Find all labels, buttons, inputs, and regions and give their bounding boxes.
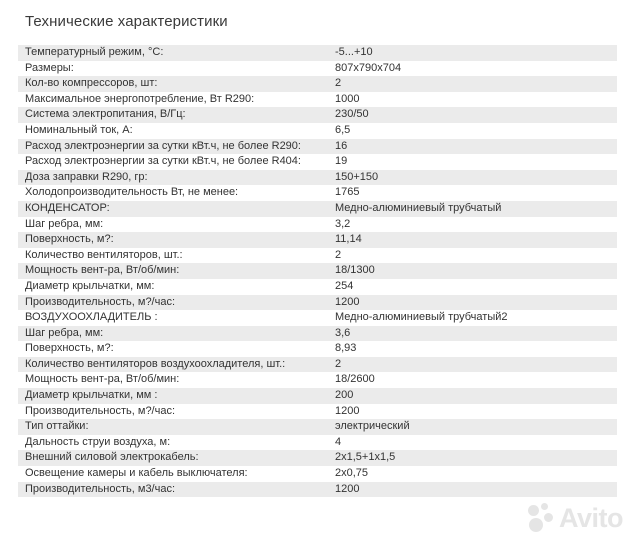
spec-row-label: Производительность, м3/час:: [25, 482, 176, 495]
spec-row: [18, 201, 617, 217]
spec-row-value: 2x0,75: [335, 467, 369, 480]
spec-row-value: 3,2: [335, 217, 351, 230]
spec-row-label: Номинальный ток, А:: [25, 123, 133, 136]
spec-row-value: 18/2600: [335, 373, 375, 386]
spec-row: [18, 76, 617, 92]
spec-row-label: Доза заправки R290, гр:: [25, 170, 148, 183]
spec-row: [18, 435, 617, 451]
spec-row: [18, 123, 617, 139]
spec-row-value: 150+150: [335, 170, 379, 183]
spec-row-label: Дальность струи воздуха, м:: [25, 435, 171, 448]
spec-row: [18, 326, 617, 342]
spec-row-value: 1200: [335, 482, 360, 495]
spec-row-value: 2: [335, 248, 342, 261]
spec-row-value: 19: [335, 155, 348, 168]
spec-row: [18, 92, 617, 108]
spec-row: [18, 185, 617, 201]
avito-logo-icon: [527, 502, 559, 534]
spec-row: [18, 404, 617, 420]
spec-row-label: Производительность, м?/час:: [25, 404, 176, 417]
spec-row: [18, 61, 617, 77]
spec-row: [18, 107, 617, 123]
spec-row-label: Расход электроэнергии за сутки кВт.ч, не более R290:: [25, 139, 301, 152]
spec-row-value: -5...+10: [335, 46, 373, 58]
spec-row-value: 18/1300: [335, 264, 375, 277]
spec-row: [18, 279, 617, 295]
spec-row-label: Диаметр крыльчатки, мм :: [25, 389, 158, 402]
spec-row: [18, 217, 617, 233]
spec-row-value: 3,6: [335, 326, 351, 339]
spec-row-label: Количество вентиляторов воздухоохладителя, шт.:: [25, 357, 286, 370]
avito-watermark-text: Avito: [559, 503, 623, 533]
spec-row: [18, 450, 617, 466]
spec-row: [18, 310, 617, 326]
spec-row-value: Медно-алюминиевый трубчатый2: [335, 311, 508, 324]
spec-row: [18, 263, 617, 279]
spec-row-label: Мощность вент-ра, Вт/об/мин:: [25, 373, 180, 386]
spec-row-label: Холодопроизводительность Вт, не менее:: [25, 186, 239, 199]
spec-row-value: 2: [335, 357, 342, 370]
spec-row-value: 4: [335, 435, 342, 448]
spec-row-label: Внешний силовой электрокабель:: [25, 451, 199, 464]
spec-row-label: Система электропитания, В/Гц:: [25, 108, 186, 121]
spec-row-value: электрический: [335, 420, 410, 433]
spec-row-value: 2: [335, 77, 342, 90]
spec-row: [18, 482, 617, 498]
spec-row-value: 8,93: [335, 342, 357, 355]
spec-row: [18, 419, 617, 435]
spec-row-label: Шаг ребра, мм:: [25, 326, 104, 339]
spec-row: [18, 341, 617, 357]
spec-row-value: 1200: [335, 404, 360, 417]
spec-row-label: Температурный режим, °С:: [25, 46, 164, 58]
spec-row-value: Медно-алюминиевый трубчатый: [335, 201, 502, 214]
spec-row: [18, 45, 617, 61]
spec-row-label: Шаг ребра, мм:: [25, 217, 104, 230]
spec-row-label: ВОЗДУХООХЛАДИТЕЛЬ :: [25, 311, 158, 324]
page-title: Технические характеристики: [25, 13, 228, 30]
specifications-table: [18, 45, 617, 497]
avito-watermark: [527, 501, 627, 537]
spec-row: [18, 232, 617, 248]
spec-row-label: Поверхность, м?:: [25, 342, 114, 355]
spec-row-value: 11,14: [335, 233, 362, 246]
spec-row-label: Мощность вент-ра, Вт/об/мин:: [25, 264, 180, 277]
spec-row-value: 16: [335, 139, 348, 152]
spec-row-label: Количество вентиляторов, шт.:: [25, 248, 183, 261]
spec-row-label: Максимальное энергопотребление, Вт R290:: [25, 92, 255, 105]
spec-row-label: Поверхность, м?:: [25, 233, 114, 246]
spec-row: [18, 372, 617, 388]
spec-row-label: Размеры:: [25, 61, 74, 74]
spec-row: [18, 295, 617, 311]
spec-row: [18, 139, 617, 155]
spec-row-label: Освещение камеры и кабель выключателя:: [25, 467, 248, 480]
spec-row-value: 807x790x704: [335, 61, 402, 74]
spec-row-label: Расход электроэнергии за сутки кВт.ч, не более R404:: [25, 155, 301, 168]
spec-row-value: 2x1,5+1x1,5: [335, 451, 396, 464]
spec-row: [18, 466, 617, 482]
spec-row-label: КОНДЕНСАТОР:: [25, 201, 110, 214]
spec-row-value: 230/50: [335, 108, 369, 121]
spec-row-label: Тип оттайки:: [25, 420, 89, 433]
spec-row-value: 254: [335, 279, 354, 292]
spec-row-value: 6,5: [335, 123, 351, 136]
spec-row-label: Производительность, м?/час:: [25, 295, 176, 308]
spec-row: [18, 170, 617, 186]
spec-row-label: Диаметр крыльчатки, мм:: [25, 279, 155, 292]
spec-row: [18, 357, 617, 373]
spec-row-label: Кол-во компрессоров, шт:: [25, 77, 158, 90]
spec-row-value: 1200: [335, 295, 360, 308]
spec-row-value: 1765: [335, 186, 360, 199]
spec-row-value: 200: [335, 389, 354, 402]
spec-row: [18, 388, 617, 404]
spec-row: [18, 154, 617, 170]
spec-row: [18, 248, 617, 264]
spec-row-value: 1000: [335, 92, 360, 105]
